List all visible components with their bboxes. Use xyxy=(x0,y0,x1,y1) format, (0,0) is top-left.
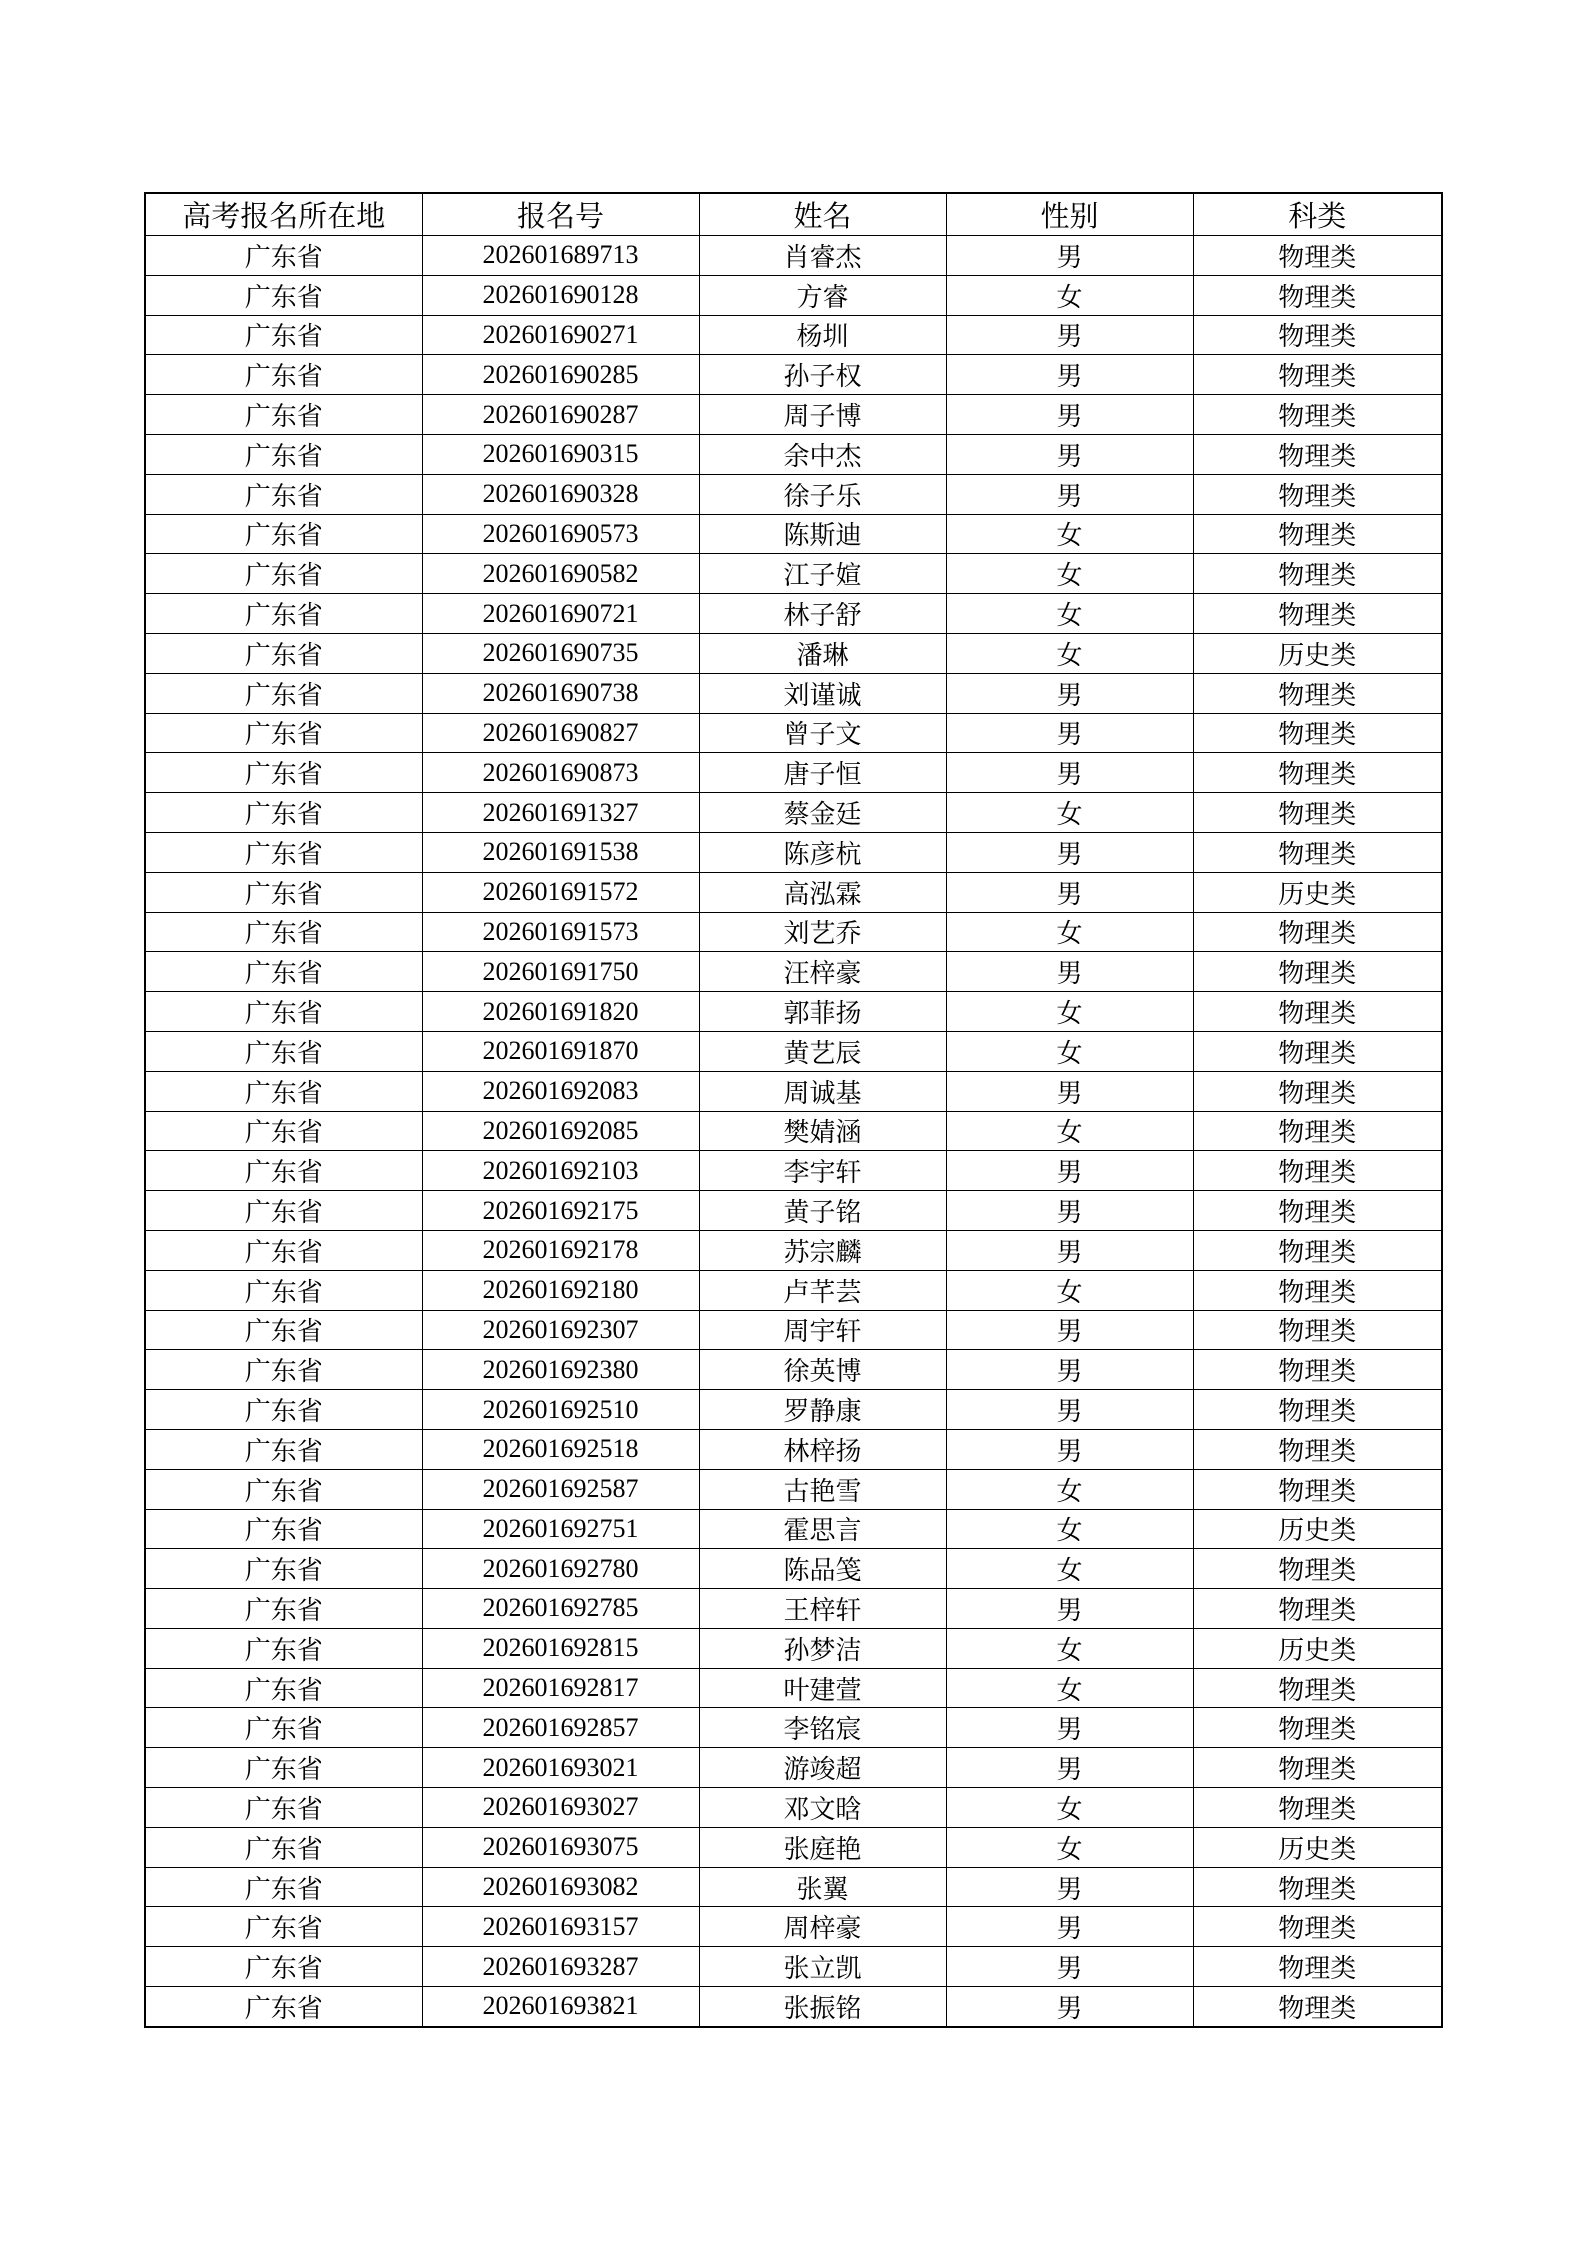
cell-registration-number: 202601690573 xyxy=(422,514,699,554)
cell-registration-number: 202601690315 xyxy=(422,434,699,474)
cell-gender: 男 xyxy=(946,872,1193,912)
cell-gender: 男 xyxy=(946,832,1193,872)
cell-registration-number: 202601692785 xyxy=(422,1589,699,1629)
cell-name: 陈品笺 xyxy=(699,1549,946,1589)
cell-location: 广东省 xyxy=(145,275,422,315)
cell-name: 黄艺辰 xyxy=(699,1031,946,1071)
cell-subject-category: 物理类 xyxy=(1193,673,1442,713)
cell-subject-category: 物理类 xyxy=(1193,1230,1442,1270)
cell-subject-category: 物理类 xyxy=(1193,236,1442,276)
table-row xyxy=(145,872,1442,912)
cell-subject-category: 物理类 xyxy=(1193,1788,1442,1828)
cell-gender: 男 xyxy=(946,236,1193,276)
cell-registration-number: 202601690582 xyxy=(422,554,699,594)
cell-registration-number: 202601693821 xyxy=(422,1987,699,2027)
table-row xyxy=(145,434,1442,474)
cell-subject-category: 物理类 xyxy=(1193,315,1442,355)
table-row xyxy=(145,1390,1442,1430)
cell-registration-number: 202601693082 xyxy=(422,1867,699,1907)
cell-gender: 女 xyxy=(946,1469,1193,1509)
cell-name: 曾子文 xyxy=(699,713,946,753)
cell-location: 广东省 xyxy=(145,633,422,673)
cell-name: 江子媗 xyxy=(699,554,946,594)
table-row xyxy=(145,1031,1442,1071)
cell-gender: 女 xyxy=(946,992,1193,1032)
cell-name: 张庭艳 xyxy=(699,1827,946,1867)
cell-subject-category: 物理类 xyxy=(1193,832,1442,872)
cell-subject-category: 物理类 xyxy=(1193,793,1442,833)
cell-subject-category: 历史类 xyxy=(1193,872,1442,912)
cell-location: 广东省 xyxy=(145,1230,422,1270)
table-row xyxy=(145,395,1442,435)
cell-gender: 男 xyxy=(946,713,1193,753)
cell-registration-number: 202601690738 xyxy=(422,673,699,713)
cell-registration-number: 202601691870 xyxy=(422,1031,699,1071)
table-row xyxy=(145,992,1442,1032)
cell-subject-category: 物理类 xyxy=(1193,275,1442,315)
cell-subject-category: 物理类 xyxy=(1193,1071,1442,1111)
cell-registration-number: 202601692815 xyxy=(422,1628,699,1668)
cell-location: 广东省 xyxy=(145,1748,422,1788)
cell-registration-number: 202601693157 xyxy=(422,1907,699,1947)
header-cell-gender: 性别 xyxy=(946,193,1193,236)
cell-gender: 女 xyxy=(946,275,1193,315)
cell-location: 广东省 xyxy=(145,793,422,833)
cell-subject-category: 物理类 xyxy=(1193,1987,1442,2027)
cell-subject-category: 物理类 xyxy=(1193,474,1442,514)
cell-location: 广东省 xyxy=(145,1589,422,1629)
cell-subject-category: 物理类 xyxy=(1193,1151,1442,1191)
cell-name: 潘琳 xyxy=(699,633,946,673)
cell-subject-category: 物理类 xyxy=(1193,713,1442,753)
cell-location: 广东省 xyxy=(145,1151,422,1191)
cell-location: 广东省 xyxy=(145,1947,422,1987)
cell-gender: 女 xyxy=(946,1270,1193,1310)
table-row xyxy=(145,1549,1442,1589)
table-row xyxy=(145,474,1442,514)
cell-name: 郭菲扬 xyxy=(699,992,946,1032)
cell-gender: 男 xyxy=(946,1230,1193,1270)
header-row xyxy=(145,193,1442,236)
cell-name: 苏宗麟 xyxy=(699,1230,946,1270)
cell-name: 杨圳 xyxy=(699,315,946,355)
table-row xyxy=(145,793,1442,833)
cell-registration-number: 202601692817 xyxy=(422,1668,699,1708)
student-roster-table xyxy=(144,192,1443,2028)
cell-gender: 男 xyxy=(946,1071,1193,1111)
cell-registration-number: 202601692380 xyxy=(422,1350,699,1390)
cell-location: 广东省 xyxy=(145,1827,422,1867)
cell-subject-category: 物理类 xyxy=(1193,1668,1442,1708)
table-row xyxy=(145,315,1442,355)
cell-subject-category: 历史类 xyxy=(1193,1827,1442,1867)
cell-name: 刘艺乔 xyxy=(699,912,946,952)
cell-location: 广东省 xyxy=(145,1350,422,1390)
cell-name: 游竣超 xyxy=(699,1748,946,1788)
table-row xyxy=(145,355,1442,395)
table-row xyxy=(145,1151,1442,1191)
cell-registration-number: 202601692307 xyxy=(422,1310,699,1350)
cell-registration-number: 202601693287 xyxy=(422,1947,699,1987)
cell-subject-category: 物理类 xyxy=(1193,1589,1442,1629)
cell-registration-number: 202601692180 xyxy=(422,1270,699,1310)
cell-subject-category: 物理类 xyxy=(1193,912,1442,952)
cell-name: 林子舒 xyxy=(699,594,946,634)
cell-name: 叶建萱 xyxy=(699,1668,946,1708)
cell-name: 方睿 xyxy=(699,275,946,315)
table-row xyxy=(145,1509,1442,1549)
cell-location: 广东省 xyxy=(145,673,422,713)
cell-name: 徐英博 xyxy=(699,1350,946,1390)
cell-location: 广东省 xyxy=(145,315,422,355)
cell-name: 周子博 xyxy=(699,395,946,435)
table-row xyxy=(145,912,1442,952)
cell-name: 蔡金廷 xyxy=(699,793,946,833)
cell-name: 余中杰 xyxy=(699,434,946,474)
cell-name: 古艳雪 xyxy=(699,1469,946,1509)
cell-gender: 男 xyxy=(946,1867,1193,1907)
cell-name: 周宇轩 xyxy=(699,1310,946,1350)
cell-location: 广东省 xyxy=(145,1270,422,1310)
table-row xyxy=(145,1350,1442,1390)
cell-location: 广东省 xyxy=(145,1867,422,1907)
cell-gender: 女 xyxy=(946,793,1193,833)
cell-gender: 女 xyxy=(946,554,1193,594)
cell-gender: 女 xyxy=(946,1827,1193,1867)
cell-location: 广东省 xyxy=(145,236,422,276)
cell-location: 广东省 xyxy=(145,1390,422,1430)
cell-gender: 男 xyxy=(946,1151,1193,1191)
cell-subject-category: 物理类 xyxy=(1193,1708,1442,1748)
cell-location: 广东省 xyxy=(145,992,422,1032)
cell-subject-category: 物理类 xyxy=(1193,1111,1442,1151)
table-row xyxy=(145,1788,1442,1828)
cell-name: 周梓豪 xyxy=(699,1907,946,1947)
cell-registration-number: 202601690721 xyxy=(422,594,699,634)
cell-subject-category: 物理类 xyxy=(1193,355,1442,395)
cell-gender: 女 xyxy=(946,594,1193,634)
cell-gender: 男 xyxy=(946,434,1193,474)
cell-location: 广东省 xyxy=(145,355,422,395)
table-row xyxy=(145,1668,1442,1708)
cell-name: 陈彦杭 xyxy=(699,832,946,872)
cell-gender: 男 xyxy=(946,355,1193,395)
cell-registration-number: 202601689713 xyxy=(422,236,699,276)
cell-gender: 男 xyxy=(946,952,1193,992)
cell-name: 李铭宸 xyxy=(699,1708,946,1748)
table-row xyxy=(145,753,1442,793)
cell-gender: 男 xyxy=(946,315,1193,355)
cell-location: 广东省 xyxy=(145,1549,422,1589)
cell-subject-category: 物理类 xyxy=(1193,434,1442,474)
cell-name: 肖睿杰 xyxy=(699,236,946,276)
cell-registration-number: 202601691327 xyxy=(422,793,699,833)
table-row xyxy=(145,1589,1442,1629)
table-row xyxy=(145,1111,1442,1151)
cell-gender: 男 xyxy=(946,1589,1193,1629)
cell-location: 广东省 xyxy=(145,1987,422,2027)
cell-location: 广东省 xyxy=(145,514,422,554)
cell-registration-number: 202601690827 xyxy=(422,713,699,753)
cell-subject-category: 物理类 xyxy=(1193,753,1442,793)
cell-location: 广东省 xyxy=(145,474,422,514)
cell-gender: 女 xyxy=(946,1549,1193,1589)
cell-registration-number: 202601692751 xyxy=(422,1509,699,1549)
cell-name: 林梓扬 xyxy=(699,1429,946,1469)
cell-location: 广东省 xyxy=(145,713,422,753)
cell-subject-category: 物理类 xyxy=(1193,1549,1442,1589)
table-row xyxy=(145,1230,1442,1270)
cell-subject-category: 物理类 xyxy=(1193,1031,1442,1071)
table-header xyxy=(145,193,1442,236)
cell-gender: 女 xyxy=(946,1788,1193,1828)
cell-name: 刘谨诚 xyxy=(699,673,946,713)
cell-gender: 男 xyxy=(946,1429,1193,1469)
header-cell-registration-number: 报名号 xyxy=(422,193,699,236)
cell-gender: 男 xyxy=(946,1310,1193,1350)
cell-name: 黄子铭 xyxy=(699,1191,946,1231)
cell-registration-number: 202601693075 xyxy=(422,1827,699,1867)
cell-location: 广东省 xyxy=(145,554,422,594)
table-row xyxy=(145,1071,1442,1111)
table-row xyxy=(145,1987,1442,2027)
cell-gender: 男 xyxy=(946,1708,1193,1748)
cell-location: 广东省 xyxy=(145,1708,422,1748)
table-row xyxy=(145,832,1442,872)
cell-name: 罗静康 xyxy=(699,1390,946,1430)
cell-name: 徐子乐 xyxy=(699,474,946,514)
cell-subject-category: 物理类 xyxy=(1193,1748,1442,1788)
cell-location: 广东省 xyxy=(145,1788,422,1828)
table-row xyxy=(145,236,1442,276)
cell-location: 广东省 xyxy=(145,832,422,872)
cell-name: 樊婧涵 xyxy=(699,1111,946,1151)
cell-subject-category: 物理类 xyxy=(1193,1907,1442,1947)
cell-gender: 男 xyxy=(946,673,1193,713)
cell-location: 广东省 xyxy=(145,1071,422,1111)
cell-subject-category: 历史类 xyxy=(1193,633,1442,673)
table-body xyxy=(145,236,1442,2027)
cell-name: 周诚基 xyxy=(699,1071,946,1111)
cell-name: 王梓轩 xyxy=(699,1589,946,1629)
cell-location: 广东省 xyxy=(145,1509,422,1549)
cell-subject-category: 物理类 xyxy=(1193,1270,1442,1310)
table-row xyxy=(145,1310,1442,1350)
cell-registration-number: 202601692103 xyxy=(422,1151,699,1191)
cell-registration-number: 202601692510 xyxy=(422,1390,699,1430)
cell-registration-number: 202601692780 xyxy=(422,1549,699,1589)
cell-subject-category: 物理类 xyxy=(1193,1390,1442,1430)
cell-subject-category: 物理类 xyxy=(1193,594,1442,634)
table-row xyxy=(145,952,1442,992)
cell-location: 广东省 xyxy=(145,1469,422,1509)
cell-registration-number: 202601691573 xyxy=(422,912,699,952)
cell-registration-number: 202601691538 xyxy=(422,832,699,872)
cell-name: 霍思言 xyxy=(699,1509,946,1549)
cell-registration-number: 202601690735 xyxy=(422,633,699,673)
cell-gender: 女 xyxy=(946,1509,1193,1549)
cell-subject-category: 物理类 xyxy=(1193,992,1442,1032)
cell-subject-category: 物理类 xyxy=(1193,554,1442,594)
table-row xyxy=(145,275,1442,315)
cell-name: 张振铭 xyxy=(699,1987,946,2027)
cell-registration-number: 202601692587 xyxy=(422,1469,699,1509)
cell-registration-number: 202601692178 xyxy=(422,1230,699,1270)
table-row xyxy=(145,1748,1442,1788)
cell-registration-number: 202601691750 xyxy=(422,952,699,992)
table-row xyxy=(145,594,1442,634)
cell-gender: 男 xyxy=(946,753,1193,793)
cell-gender: 男 xyxy=(946,1350,1193,1390)
cell-registration-number: 202601693021 xyxy=(422,1748,699,1788)
table-row xyxy=(145,514,1442,554)
cell-registration-number: 202601690287 xyxy=(422,395,699,435)
cell-registration-number: 202601690328 xyxy=(422,474,699,514)
cell-location: 广东省 xyxy=(145,952,422,992)
table-row xyxy=(145,633,1442,673)
cell-subject-category: 物理类 xyxy=(1193,1350,1442,1390)
cell-name: 汪梓豪 xyxy=(699,952,946,992)
cell-subject-category: 物理类 xyxy=(1193,1310,1442,1350)
table-row xyxy=(145,1708,1442,1748)
cell-subject-category: 物理类 xyxy=(1193,1947,1442,1987)
cell-gender: 男 xyxy=(946,1390,1193,1430)
cell-subject-category: 物理类 xyxy=(1193,1867,1442,1907)
cell-gender: 男 xyxy=(946,395,1193,435)
table-row xyxy=(145,1628,1442,1668)
cell-gender: 女 xyxy=(946,514,1193,554)
cell-subject-category: 历史类 xyxy=(1193,1628,1442,1668)
cell-registration-number: 202601690873 xyxy=(422,753,699,793)
cell-gender: 男 xyxy=(946,1191,1193,1231)
cell-subject-category: 物理类 xyxy=(1193,514,1442,554)
cell-name: 张翼 xyxy=(699,1867,946,1907)
table-row xyxy=(145,1947,1442,1987)
cell-registration-number: 202601690128 xyxy=(422,275,699,315)
table-row xyxy=(145,1907,1442,1947)
cell-location: 广东省 xyxy=(145,434,422,474)
cell-subject-category: 物理类 xyxy=(1193,1191,1442,1231)
cell-gender: 女 xyxy=(946,1111,1193,1151)
cell-gender: 男 xyxy=(946,1748,1193,1788)
cell-name: 唐子恒 xyxy=(699,753,946,793)
cell-subject-category: 物理类 xyxy=(1193,1469,1442,1509)
cell-location: 广东省 xyxy=(145,1111,422,1151)
cell-location: 广东省 xyxy=(145,1668,422,1708)
cell-gender: 男 xyxy=(946,1947,1193,1987)
table-row xyxy=(145,1270,1442,1310)
cell-name: 孙子权 xyxy=(699,355,946,395)
cell-subject-category: 历史类 xyxy=(1193,1509,1442,1549)
cell-subject-category: 物理类 xyxy=(1193,1429,1442,1469)
table-row xyxy=(145,1191,1442,1231)
table-row xyxy=(145,1429,1442,1469)
cell-subject-category: 物理类 xyxy=(1193,395,1442,435)
cell-name: 李宇轩 xyxy=(699,1151,946,1191)
cell-location: 广东省 xyxy=(145,872,422,912)
header-cell-name: 姓名 xyxy=(699,193,946,236)
cell-gender: 女 xyxy=(946,1668,1193,1708)
table-row xyxy=(145,1867,1442,1907)
cell-name: 孙梦洁 xyxy=(699,1628,946,1668)
header-cell-subject-category: 科类 xyxy=(1193,193,1442,236)
cell-registration-number: 202601693027 xyxy=(422,1788,699,1828)
table-row xyxy=(145,1827,1442,1867)
cell-location: 广东省 xyxy=(145,1907,422,1947)
cell-location: 广东省 xyxy=(145,594,422,634)
cell-name: 邓文晗 xyxy=(699,1788,946,1828)
table-row xyxy=(145,554,1442,594)
cell-gender: 男 xyxy=(946,1907,1193,1947)
header-cell-location: 高考报名所在地 xyxy=(145,193,422,236)
cell-name: 高泓霖 xyxy=(699,872,946,912)
cell-location: 广东省 xyxy=(145,1031,422,1071)
cell-subject-category: 物理类 xyxy=(1193,952,1442,992)
cell-gender: 男 xyxy=(946,1987,1193,2027)
table-row xyxy=(145,1469,1442,1509)
cell-gender: 男 xyxy=(946,474,1193,514)
cell-location: 广东省 xyxy=(145,1310,422,1350)
cell-registration-number: 202601692175 xyxy=(422,1191,699,1231)
cell-location: 广东省 xyxy=(145,1429,422,1469)
cell-location: 广东省 xyxy=(145,753,422,793)
cell-gender: 女 xyxy=(946,633,1193,673)
cell-registration-number: 202601692518 xyxy=(422,1429,699,1469)
cell-name: 陈斯迪 xyxy=(699,514,946,554)
cell-name: 张立凯 xyxy=(699,1947,946,1987)
cell-registration-number: 202601690285 xyxy=(422,355,699,395)
cell-gender: 女 xyxy=(946,1628,1193,1668)
cell-location: 广东省 xyxy=(145,1191,422,1231)
cell-name: 卢芊芸 xyxy=(699,1270,946,1310)
cell-gender: 女 xyxy=(946,1031,1193,1071)
cell-location: 广东省 xyxy=(145,395,422,435)
table-row xyxy=(145,713,1442,753)
cell-registration-number: 202601691820 xyxy=(422,992,699,1032)
cell-registration-number: 202601691572 xyxy=(422,872,699,912)
cell-registration-number: 202601692857 xyxy=(422,1708,699,1748)
table-row xyxy=(145,673,1442,713)
cell-registration-number: 202601692085 xyxy=(422,1111,699,1151)
cell-gender: 女 xyxy=(946,912,1193,952)
cell-registration-number: 202601690271 xyxy=(422,315,699,355)
cell-registration-number: 202601692083 xyxy=(422,1071,699,1111)
cell-location: 广东省 xyxy=(145,912,422,952)
cell-location: 广东省 xyxy=(145,1628,422,1668)
